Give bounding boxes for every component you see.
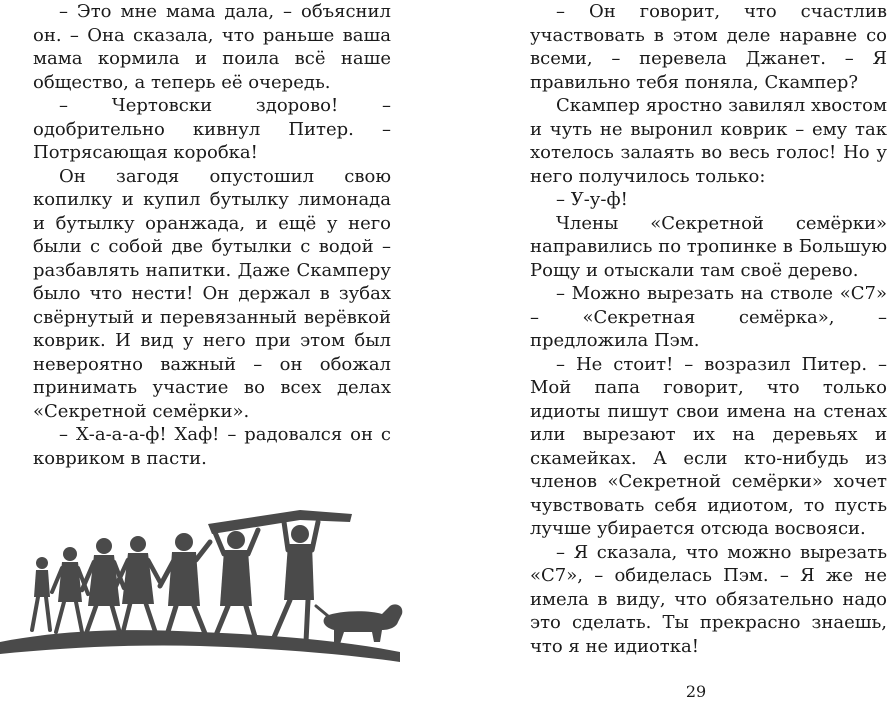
paragraph: – Не стоит! – возразил Питер. – Мой папа говорит, что только идиоты пишут свои имена на стенах или вырезают их на деревьях и скамейках. А если кто-нибудь из членов «Секретной семёрки» хочет чувствовать себя идиотом, то пусть лучше убирается отсюда восвояси. (530, 353, 887, 539)
paragraph: – Это мне мама дала, – объяснил он. – Она сказала, что раньше ваша мама кормила и поила всё наше общество, а теперь её очередь. (33, 1, 391, 93)
paragraph: Он загодя опустошил свою копилку и купил бутылку лимонада и бутылку оранжада, и ещё у него были с собой две бутылки с водой – разбавлять напитки. Даже Скамперу было что нести! Он держал в зубах свёрнутый и перевязанный верёвкой коврик. И вид у него при этом был невероятно важный – он обожал принимать участие во всех делах «Секретной семёрки». (33, 165, 391, 422)
page-number: 29 (685, 682, 707, 701)
paragraph: – Х-а-а-а-ф! Хаф! – радовался он с ковриком в пасти. (33, 424, 391, 469)
paragraph: – Можно вырезать на стволе «С7» – «Секретная семёрка», – предложила Пэм. (530, 283, 887, 351)
paragraph: – Он говорит, что счастлив участвовать в этом деле наравне со всеми, – перевела Джанет. – Я правильно тебя поняла, Скампер? (530, 1, 887, 93)
right-text-column (530, 0, 887, 658)
paragraph: – У-у-ф! (556, 189, 628, 210)
paragraph: – Чертовски здорово! – одобрительно кивнул Питер. – Потрясающая коробка! (33, 95, 391, 163)
left-text-column (33, 0, 391, 470)
children-and-dog-silhouette-icon (0, 502, 405, 674)
paragraph: Скампер яростно завилял хвостом и чуть не выронил коврик – ему так хотелось залаять во весь голос! Но у него получилось только: (530, 95, 887, 187)
paragraph: – Я сказала, что можно вырезать «С7», – обиделась Пэм. – Я же не имела в виду, что обязательно надо это сделать. Ты прекрасно знаешь, что я не идиотка! (530, 541, 887, 657)
paragraph: Члены «Секретной семёрки» направились по тропинке в Большую Рощу и отыскали там своё дерево. (530, 212, 887, 281)
